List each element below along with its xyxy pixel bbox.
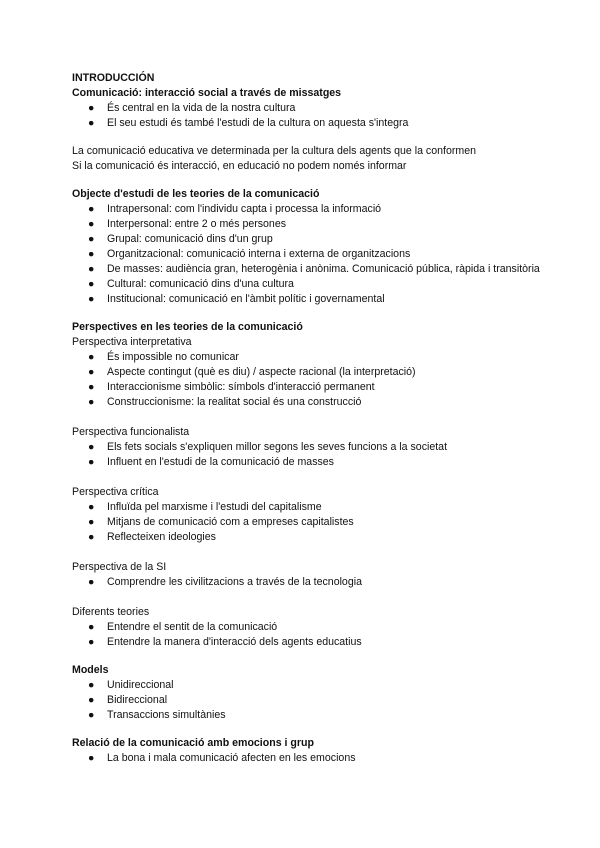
bullet-icon: ● [88, 396, 95, 408]
bullet-icon: ● [88, 636, 95, 648]
subheading: Perspectiva funcionalista [72, 426, 190, 438]
list-item: ● Transaccions simultànies [88, 709, 226, 721]
list-item: ● És central en la vida de la nostra cultura [88, 102, 296, 114]
list-item: ● La bona i mala comunicació afecten en les emocions [88, 752, 356, 764]
bullet-icon: ● [88, 203, 95, 215]
doc-title: INTRODUCCIÓN [72, 72, 155, 84]
paragraph: Si la comunicació és interacció, en educació no podem només informar [72, 160, 407, 172]
bullet-icon: ● [88, 709, 95, 721]
bullet-icon: ● [88, 531, 95, 543]
list-item: ● De masses: audiència gran, heterogènia i anònima. Comunicació pública, ràpida i transitòria [88, 263, 540, 275]
list-item: ● Bidireccional [88, 694, 168, 706]
list-item: ● Entendre el sentit de la comunicació [88, 621, 278, 633]
list-item: ● Entendre la manera d'interacció dels agents educatius [88, 636, 362, 648]
bullet-list [72, 620, 540, 650]
section-heading-comunicacio: Comunicació: interacció social a través de missatges [72, 87, 342, 99]
section-heading-perspectives: Perspectives en les teories de la comunicació [72, 321, 303, 333]
bullet-icon: ● [88, 351, 95, 363]
list-item: ● El seu estudi és també l'estudi de la cultura on aquesta s'integra [88, 117, 409, 129]
bullet-list [72, 101, 540, 131]
subheading: Diferents teories [72, 606, 150, 618]
bullet-list [72, 678, 540, 723]
bullet-icon: ● [88, 501, 95, 513]
bullet-list [72, 202, 540, 307]
bullet-list [72, 575, 540, 590]
bullet-icon: ● [88, 248, 95, 260]
list-item: ● Interpersonal: entre 2 o més persones [88, 218, 287, 230]
list-item: ● Els fets socials s'expliquen millor segons les seves funcions a la societat [88, 441, 448, 453]
bullet-icon: ● [88, 516, 95, 528]
section-heading-models: Models [72, 664, 109, 676]
list-item: ● És impossible no comunicar [88, 351, 239, 363]
list-item: ● Organitzacional: comunicació interna i externa de organitzacions [88, 248, 411, 260]
bullet-icon: ● [88, 366, 95, 378]
bullet-icon: ● [88, 441, 95, 453]
bullet-icon: ● [88, 679, 95, 691]
list-item: ● Interaccionisme simbòlic: símbols d'interacció permanent [88, 381, 375, 393]
list-item: ● Influent en l'estudi de la comunicació de masses [88, 456, 334, 468]
list-item: ● Mitjans de comunicació com a empreses capitalistes [88, 516, 354, 528]
bullet-list [72, 350, 540, 410]
list-item: ● Grupal: comunicació dins d'un grup [88, 233, 273, 245]
list-item: ● Aspecte contingut (què es diu) / aspecte racional (la interpretació) [88, 366, 416, 378]
bullet-list [72, 500, 540, 545]
bullet-icon: ● [88, 752, 95, 764]
bullet-icon: ● [88, 218, 95, 230]
list-item: ● Reflecteixen ideologies [88, 531, 216, 543]
paragraph: La comunicació educativa ve determinada per la cultura dels agents que la conformen [72, 145, 476, 157]
bullet-icon: ● [88, 102, 95, 114]
section-heading-relacio: Relació de la comunicació amb emocions i grup [72, 737, 314, 749]
subheading: Perspectiva crítica [72, 486, 159, 498]
list-item: ● Institucional: comunicació en l'àmbit polític i governamental [88, 293, 385, 305]
list-item: ● Construccionisme: la realitat social és una construcció [88, 396, 362, 408]
bullet-icon: ● [88, 117, 95, 129]
section-heading-objecte: Objecte d'estudi de les teories de la comunicació [72, 188, 320, 200]
bullet-icon: ● [88, 293, 95, 305]
subheading: Perspectiva interpretativa [72, 336, 192, 348]
bullet-icon: ● [88, 233, 95, 245]
list-item: ● Intrapersonal: com l'individu capta i processa la informació [88, 203, 382, 215]
bullet-icon: ● [88, 576, 95, 588]
bullet-list [72, 440, 540, 470]
subheading: Perspectiva de la SI [72, 561, 167, 573]
list-item: ● Influïda pel marxisme i l'estudi del capitalisme [88, 501, 322, 513]
bullet-icon: ● [88, 456, 95, 468]
bullet-icon: ● [88, 263, 95, 275]
list-item: ● Cultural: comunicació dins d'una cultura [88, 278, 294, 290]
list-item: ● Unidireccional [88, 679, 174, 691]
bullet-icon: ● [88, 278, 95, 290]
bullet-icon: ● [88, 621, 95, 633]
bullet-icon: ● [88, 694, 95, 706]
bullet-icon: ● [88, 381, 95, 393]
list-item: ● Comprendre les civilitzacions a través de la tecnologia [88, 576, 362, 588]
bullet-list [72, 751, 540, 766]
